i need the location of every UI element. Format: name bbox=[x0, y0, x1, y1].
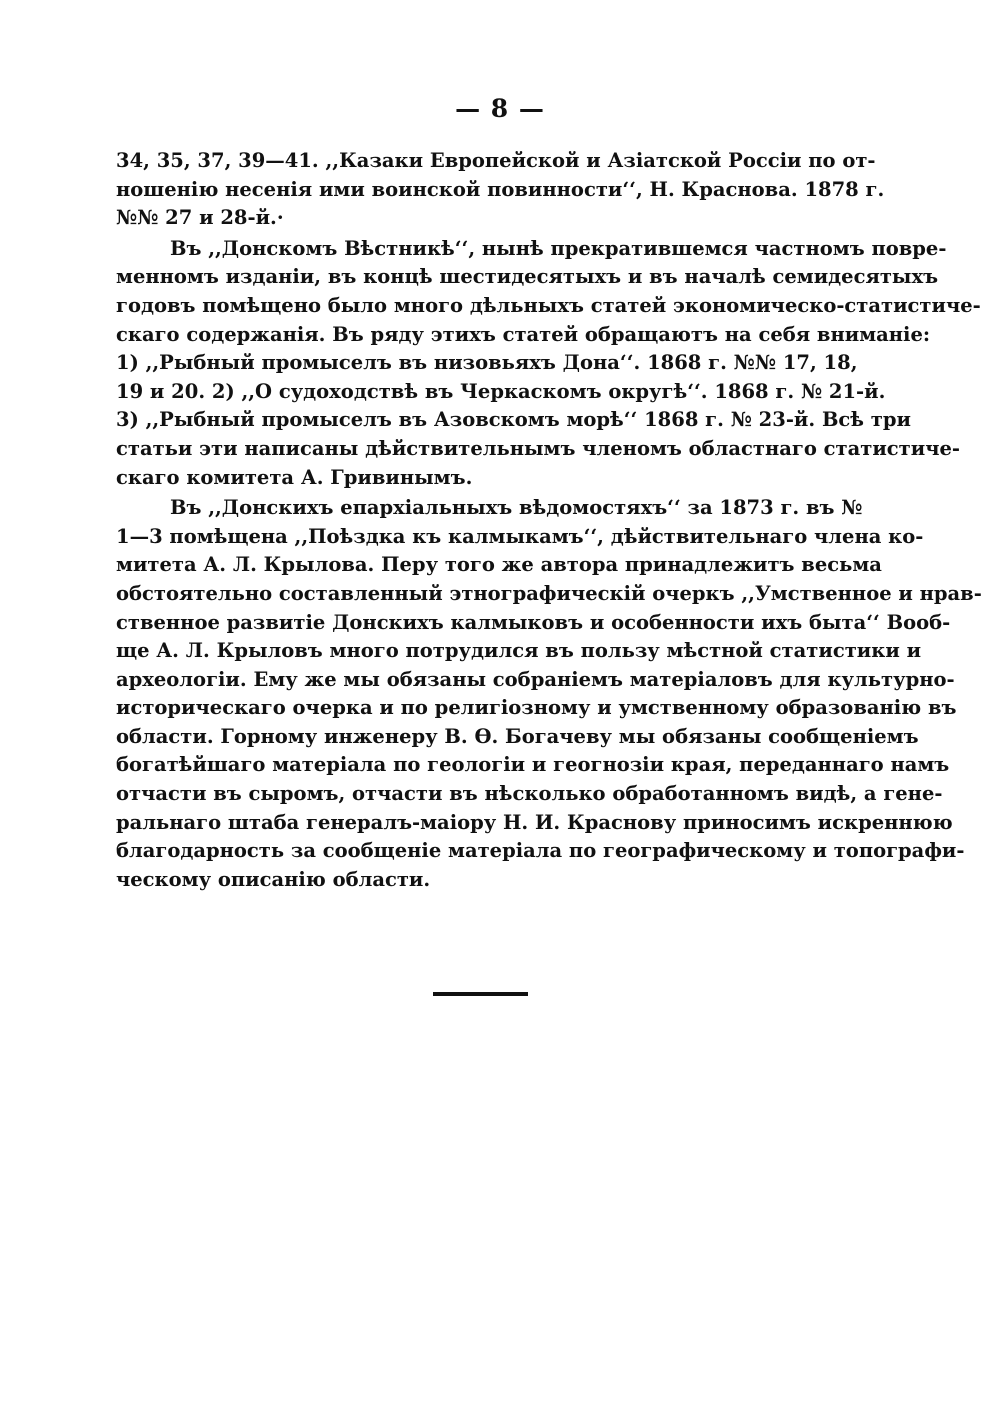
text-line: ственное развитіе Донскихъ калмыковъ и особенности ихъ быта‘‘ Вооб- bbox=[116, 610, 951, 634]
text-line: ральнаго штаба генералъ-маіору Н. И. Краснову приносимъ искреннюю bbox=[116, 810, 953, 834]
text-line: ношенію несенія ими воинской повинности‘‘, Н. Краснова. 1878 г. bbox=[116, 177, 885, 201]
text-line: области. Горному инженеру В. Ѳ. Богачеву мы обязаны сообщеніемъ bbox=[116, 724, 919, 748]
paragraph-1 bbox=[116, 147, 885, 233]
text-line: Въ ,,Донскихъ епархіальныхъ вѣдомостяхъ‘‘ за 1873 г. въ № bbox=[170, 496, 863, 520]
text-line: митета А. Л. Крылова. Перу того же автора принадлежитъ весьма bbox=[116, 553, 882, 577]
text-line: №№ 27 и 28-й.· bbox=[116, 206, 284, 230]
paragraph-2 bbox=[116, 235, 981, 492]
text-line: скаго комитета А. Гривинымъ. bbox=[116, 465, 473, 489]
text-line: 1) ,,Рыбный промыселъ въ низовьяхъ Дона‘‘. 1868 г. №№ 17, 18, bbox=[116, 351, 858, 375]
end-rule-divider bbox=[433, 992, 528, 996]
text-line: годовъ помѣщено было много дѣльныхъ статей экономическо-статистиче- bbox=[116, 293, 981, 317]
text-line: ще А. Л. Крыловъ много потрудился въ пользу мѣстной статистики и bbox=[116, 639, 922, 663]
text-line: 1—3 помѣщена ,,Поѣздка къ калмыкамъ‘‘, дѣйствительнаго члена ко- bbox=[116, 524, 924, 548]
text-line: богатѣйшаго матеріала по геологіи и геогнозіи края, переданнаго намъ bbox=[116, 753, 950, 777]
text-line: 34, 35, 37, 39—41. ,,Казаки Европейской и Азіатской Россіи по от- bbox=[116, 149, 876, 172]
text-line: археологіи. Ему же мы обязаны собраніемъ матеріаловъ для культурно- bbox=[116, 667, 955, 691]
text-line: отчасти въ сыромъ, отчасти въ нѣсколько обработанномъ видѣ, а гене- bbox=[116, 782, 943, 806]
text-line: обстоятельно составленный этнографическій очеркъ ,,Умственное и нрав- bbox=[116, 581, 982, 605]
text-line: менномъ изданіи, въ концѣ шестидесятыхъ и въ началѣ семидесятыхъ bbox=[116, 265, 939, 289]
page-number: — 8 — bbox=[455, 94, 545, 123]
text-line: скаго содержанія. Въ ряду этихъ статей обращаютъ на себя вниманіе: bbox=[116, 322, 931, 346]
text-line: ческому описанію области. bbox=[116, 867, 431, 891]
paragraph-3 bbox=[116, 494, 982, 894]
text-line: статьи эти написаны дѣйствительнымъ членомъ областнаго статистиче- bbox=[116, 436, 960, 460]
body-text bbox=[116, 147, 982, 894]
text-line: историческаго очерка и по религіозному и умственному образованію въ bbox=[116, 696, 957, 720]
text-line: Въ ,,Донскомъ Вѣстникѣ‘‘, нынѣ прекратившемся частномъ повре- bbox=[170, 236, 947, 260]
text-line: 19 и 20. 2) ,,О судоходствѣ въ Черкаскомъ округѣ‘‘. 1868 г. № 21-й. bbox=[116, 379, 886, 403]
text-line: благодарность за сообщеніе матеріала по географическому и топографи- bbox=[116, 839, 965, 863]
text-line: 3) ,,Рыбный промыселъ въ Азовскомъ морѣ‘‘ 1868 г. № 23-й. Всѣ три bbox=[116, 408, 911, 432]
